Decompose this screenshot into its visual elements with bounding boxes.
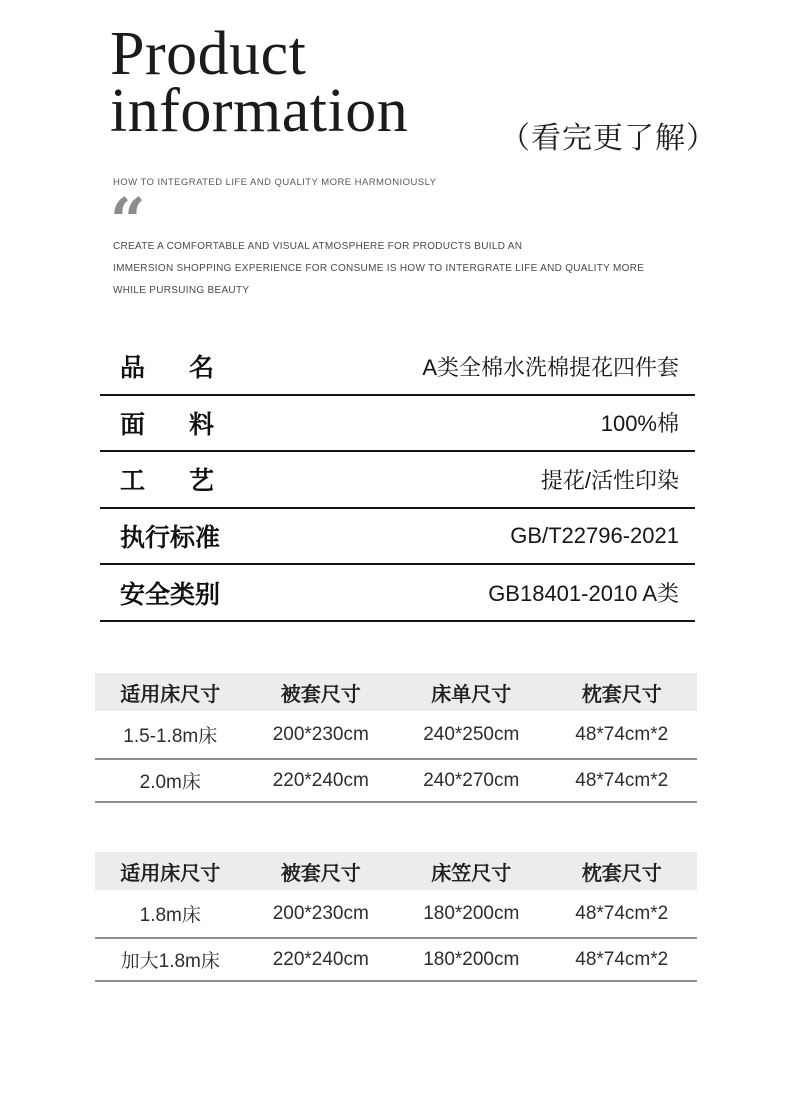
- table-cell: 200*230cm: [272, 723, 369, 745]
- table-row: [95, 760, 697, 803]
- spec-label: 面料: [120, 410, 214, 439]
- table-cell: 220*240cm: [272, 769, 369, 791]
- spec-value: GB18401-2010 A类: [488, 581, 679, 607]
- size-table-header: [95, 852, 697, 890]
- table-cell: 1.8m床: [139, 905, 201, 926]
- table-cell: 240*250cm: [423, 723, 520, 745]
- spec-label: 安全类别: [120, 580, 221, 609]
- header-cell: 被套尺寸: [280, 862, 361, 885]
- spec-value: 提花/活性印染: [540, 467, 679, 493]
- table-row: [95, 939, 697, 982]
- size-table-fitted: [95, 852, 697, 982]
- eyebrow-text: HOW TO INTEGRATED LIFE AND QUALITY MORE HARMONIOUSLY: [113, 177, 437, 188]
- size-table-sheet: [95, 673, 697, 803]
- header-cell: 适用床尺寸: [120, 862, 221, 885]
- spec-row-craft: [100, 452, 695, 509]
- table-cell: 240*270cm: [423, 769, 520, 791]
- quote-icon: “: [110, 184, 146, 257]
- quote-line: WHILE PURSUING BEAUTY: [113, 285, 250, 296]
- spec-row-safety: [100, 565, 695, 622]
- title-line-2: information: [110, 77, 409, 145]
- header-cell: 床笠尺寸: [431, 862, 512, 885]
- quote-line: CREATE A COMFORTABLE AND VISUAL ATMOSPHERE FOR PRODUCTS BUILD AN: [113, 241, 523, 252]
- table-cell: 48*74cm*2: [575, 769, 669, 791]
- subtitle-note: （看完更了解）: [500, 122, 717, 155]
- spec-label: 执行标准: [120, 524, 221, 553]
- title-line-1: Product: [110, 20, 307, 88]
- page-title: [110, 20, 409, 145]
- table-cell: 48*74cm*2: [575, 948, 669, 970]
- spec-value: GB/T22796-2021: [510, 523, 679, 549]
- header-cell: 床单尺寸: [431, 683, 512, 706]
- table-row: [95, 711, 697, 760]
- spec-label: 品名: [120, 354, 214, 383]
- quote-paragraph: [113, 236, 644, 302]
- spec-value: 100%棉: [600, 411, 679, 437]
- header-cell: 适用床尺寸: [120, 683, 221, 706]
- table-cell: 180*200cm: [423, 902, 520, 924]
- spec-row-standard: [100, 509, 695, 566]
- table-cell: 180*200cm: [423, 948, 520, 970]
- spec-row-product-name: [100, 339, 695, 396]
- header-cell: 被套尺寸: [280, 683, 361, 706]
- table-cell: 2.0m床: [139, 772, 201, 793]
- table-cell: 加大1.8m床: [120, 951, 220, 972]
- spec-value: A类全棉水洗棉提花四件套: [422, 354, 679, 380]
- quote-line: IMMERSION SHOPPING EXPERIENCE FOR CONSUME IS HOW TO INTERGRATE LIFE AND QUALITY MORE: [113, 263, 645, 274]
- header-cell: 枕套尺寸: [581, 862, 662, 885]
- table-cell: 1.5-1.8m床: [123, 726, 218, 747]
- size-table-header: [95, 673, 697, 711]
- spec-row-fabric: [100, 396, 695, 453]
- header-cell: 枕套尺寸: [581, 683, 662, 706]
- spec-list: [100, 339, 695, 622]
- table-row: [95, 890, 697, 939]
- table-cell: 48*74cm*2: [575, 902, 669, 924]
- spec-label: 工艺: [120, 467, 214, 496]
- table-cell: 220*240cm: [272, 948, 369, 970]
- table-cell: 200*230cm: [272, 902, 369, 924]
- table-cell: 48*74cm*2: [575, 723, 669, 745]
